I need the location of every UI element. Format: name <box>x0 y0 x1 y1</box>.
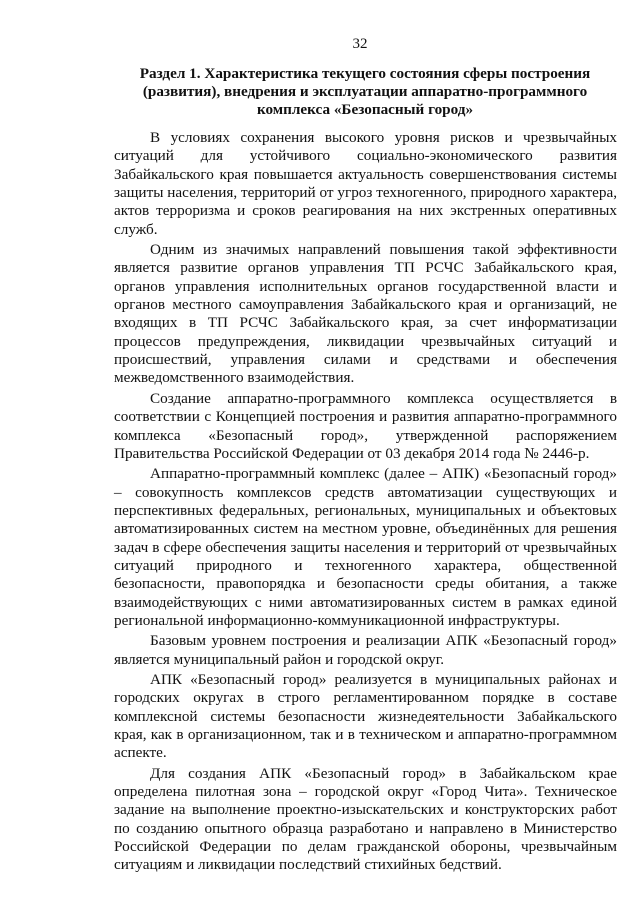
paragraph: Аппаратно-программный комплекс (далее – АПК) «Безопасный город» – совокупность комплексов средств автоматизации существующих и перспективных федеральных, региональных, муниципальных и объектовых автоматизированных систем на местном уровне, объединённых для решения задач в сфере обеспечения защиты населения и территорий от чрезвычайных ситуаций природного и техногенного характера, общественной безопасности, правопорядка и безопасности среды обитания, а также взаимодействующих с ними автоматизированных систем в рамках единой региональной информационно-коммуникационной инфраструктуры. <box>114 465 617 629</box>
section-title-line: Раздел 1. Характеристика текущего состояния сферы построения <box>139 65 591 82</box>
page-number: 32 <box>352 36 368 52</box>
paragraph: Для создания АПК «Безопасный город» в Забайкальском крае определена пилотная зона – городской округ «Город Чита». Техническое задание на выполнение проектно-изыскательских и конструкторских работ по созданию опытного образца разработано и направлено в Министерство Российской Федерации по делам гражданской обороны, чрезвычайным ситуациям и ликвидации последствий стихийных бедствий. <box>114 764 617 874</box>
paragraph: Одним из значимых направлений повышения такой эффективности является развитие органов управления ТП РСЧС Забайкальского края, органов управления исполнительных органов государственной власти и органов местного самоуправления Забайкальского края и организаций, не входящих в ТП РСЧС Забайкальского края, за счет информатизации процессов предупреждения, ликвидации чрезвычайных ситуаций и происшествий, управления силами и средствами и обеспечения межведомственного взаимодействия. <box>114 241 617 387</box>
section-title <box>115 65 615 120</box>
section-title-line: комплекса «Безопасный город» <box>256 101 474 119</box>
body-text <box>114 129 617 877</box>
paragraph: Создание аппаратно-программного комплекса осуществляется в соответствии с Концепцией построения и развития аппаратно-программного комплекса «Безопасный город», утвержденной распоряжением Правительства Российской Федерации от 03 декабря 2014 года № 2446-р. <box>114 389 617 462</box>
section-title-line: (развития), внедрения и эксплуатации аппаратно-программного <box>142 83 588 101</box>
paragraph: Базовым уровнем построения и реализации АПК «Безопасный город» является муниципальный район и городской округ. <box>114 632 617 668</box>
paragraph: В условиях сохранения высокого уровня рисков и чрезвычайных ситуаций для устойчивого социально-экономического развития Забайкальского края повышается актуальность совершенствования системы защиты населения, территорий от угроз техногенного, природного характера, актов терроризма и сроков реагирования на них экстренных оперативных служб. <box>114 129 617 238</box>
paragraph: АПК «Безопасный город» реализуется в муниципальных районах и городских округах в строго регламентированном порядке в составе комплексной системы безопасности жизнедеятельности Забайкальского края, как в организационном, так и в техническом и аппаратно-программном аспекте. <box>114 670 617 762</box>
